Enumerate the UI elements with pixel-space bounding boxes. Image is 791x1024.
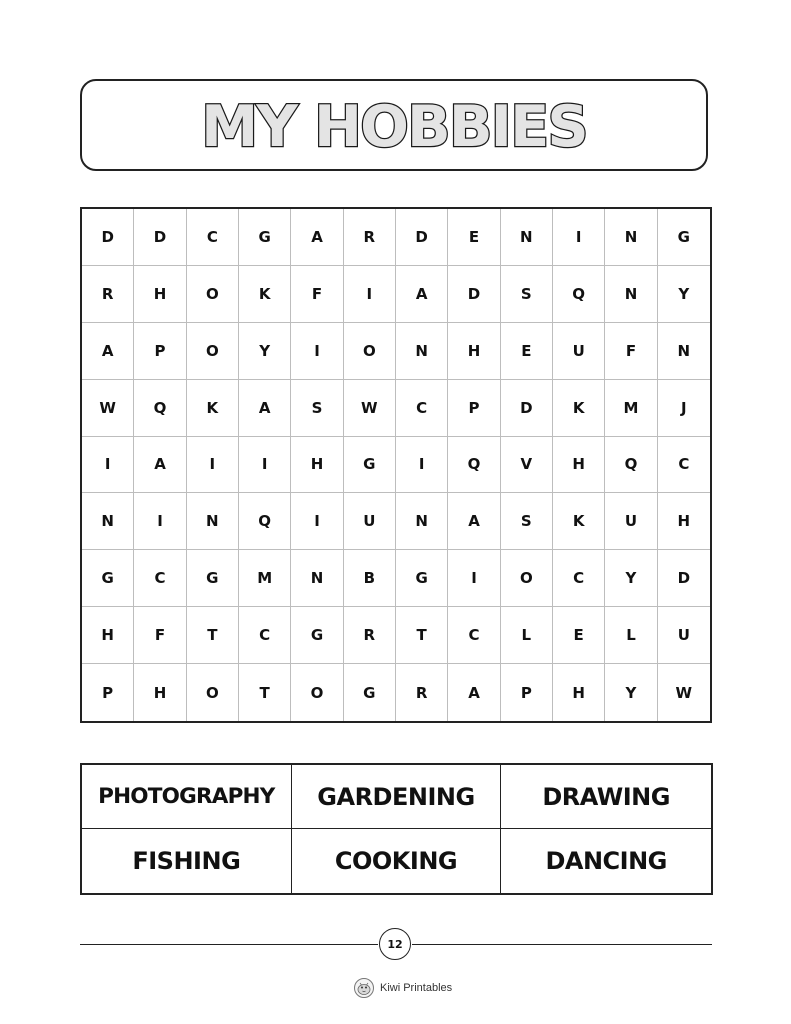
grid-cell: Q bbox=[605, 437, 657, 494]
grid-cell: G bbox=[344, 664, 396, 721]
grid-cell: A bbox=[134, 437, 186, 494]
grid-cell: C bbox=[187, 209, 239, 266]
grid-cell: R bbox=[344, 607, 396, 664]
grid-cell: G bbox=[239, 209, 291, 266]
grid-cell: K bbox=[553, 493, 605, 550]
grid-cell: I bbox=[239, 437, 291, 494]
grid-cell: Q bbox=[134, 380, 186, 437]
grid-cell: Q bbox=[239, 493, 291, 550]
grid-cell: S bbox=[501, 493, 553, 550]
grid-cell: I bbox=[448, 550, 500, 607]
grid-cell: G bbox=[291, 607, 343, 664]
grid-cell: U bbox=[344, 493, 396, 550]
grid-cell: A bbox=[396, 266, 448, 323]
grid-cell: V bbox=[501, 437, 553, 494]
grid-cell: P bbox=[501, 664, 553, 721]
grid-cell: G bbox=[187, 550, 239, 607]
grid-cell: M bbox=[605, 380, 657, 437]
grid-cell: T bbox=[239, 664, 291, 721]
grid-cell: W bbox=[675, 683, 693, 702]
title-banner bbox=[80, 79, 708, 171]
grid-cell: M bbox=[239, 550, 291, 607]
grid-cell: O bbox=[187, 266, 239, 323]
grid-cell: A bbox=[448, 664, 500, 721]
grid-cell: R bbox=[82, 266, 134, 323]
grid-cell: Q bbox=[448, 437, 500, 494]
word-drawing: DRAWING bbox=[501, 765, 711, 829]
grid-cell: F bbox=[605, 323, 657, 380]
grid-cell: A bbox=[291, 209, 343, 266]
grid-cell: E bbox=[501, 323, 553, 380]
grid-cell: Q bbox=[553, 266, 605, 323]
grid-cell: Y bbox=[605, 664, 657, 721]
grid-cell: D bbox=[501, 380, 553, 437]
grid-cell: A bbox=[239, 380, 291, 437]
grid-cell: P bbox=[82, 664, 134, 721]
grid-cell: E bbox=[553, 607, 605, 664]
grid-cell: J bbox=[658, 380, 710, 437]
grid-cell: B bbox=[344, 550, 396, 607]
grid-cell: H bbox=[291, 437, 343, 494]
grid-cell: H bbox=[448, 323, 500, 380]
grid-cell: K bbox=[553, 380, 605, 437]
grid-cell: D bbox=[134, 209, 186, 266]
grid-cell: L bbox=[501, 607, 553, 664]
page-title: MY HOBBIES bbox=[201, 93, 587, 161]
grid-cell: H bbox=[553, 664, 605, 721]
grid-cell: N bbox=[605, 266, 657, 323]
grid-cell: U bbox=[553, 323, 605, 380]
grid-cell: N bbox=[605, 209, 657, 266]
grid-cell: N bbox=[187, 493, 239, 550]
grid-cell: S bbox=[501, 266, 553, 323]
grid-cell: C bbox=[396, 380, 448, 437]
grid-cell: N bbox=[291, 550, 343, 607]
grid-cell: Y bbox=[658, 266, 710, 323]
brand-name: Kiwi Printables bbox=[380, 982, 453, 994]
grid-cell: H bbox=[658, 493, 710, 550]
word-fishing: FISHING bbox=[82, 829, 292, 893]
grid-cell: C bbox=[239, 607, 291, 664]
grid-cell: O bbox=[344, 323, 396, 380]
grid-cell: G bbox=[658, 209, 710, 266]
page-number: 12 bbox=[379, 928, 411, 960]
grid-cell: H bbox=[134, 664, 186, 721]
grid-cell: D bbox=[396, 209, 448, 266]
grid-cell: Y bbox=[239, 323, 291, 380]
grid-cell: T bbox=[187, 607, 239, 664]
grid-cell: C bbox=[553, 550, 605, 607]
grid-cell: E bbox=[448, 209, 500, 266]
grid-cell: F bbox=[134, 607, 186, 664]
grid-cell: S bbox=[291, 380, 343, 437]
grid-cell: O bbox=[291, 664, 343, 721]
grid-cell: C bbox=[134, 550, 186, 607]
grid-cell: H bbox=[134, 266, 186, 323]
grid-cell: I bbox=[344, 266, 396, 323]
grid-cell: Y bbox=[605, 550, 657, 607]
grid-cell: G bbox=[344, 437, 396, 494]
grid-cell: I bbox=[291, 493, 343, 550]
grid-cell: R bbox=[344, 209, 396, 266]
grid-cell: P bbox=[448, 380, 500, 437]
grid-cell: C bbox=[448, 607, 500, 664]
grid-cell: D bbox=[82, 209, 134, 266]
grid-cell: F bbox=[291, 266, 343, 323]
grid-cell: I bbox=[291, 323, 343, 380]
grid-cell: N bbox=[501, 209, 553, 266]
word-list bbox=[80, 763, 713, 895]
grid-cell: H bbox=[82, 607, 134, 664]
grid-cell: G bbox=[82, 550, 134, 607]
grid-cell: H bbox=[553, 437, 605, 494]
grid-cell: K bbox=[239, 266, 291, 323]
grid-cell: O bbox=[501, 550, 553, 607]
grid-cell: D bbox=[658, 550, 710, 607]
footer-divider-right bbox=[412, 944, 712, 945]
word-cooking: COOKING bbox=[292, 829, 502, 893]
grid-cell: A bbox=[448, 493, 500, 550]
grid-cell: K bbox=[187, 380, 239, 437]
grid-cell: I bbox=[187, 437, 239, 494]
grid-cell: U bbox=[605, 493, 657, 550]
grid-cell: P bbox=[134, 323, 186, 380]
grid-cell: N bbox=[396, 323, 448, 380]
grid-cell: I bbox=[396, 437, 448, 494]
grid-cell: C bbox=[658, 437, 710, 494]
grid-cell: I bbox=[134, 493, 186, 550]
grid-cell: W bbox=[344, 380, 396, 437]
grid-cell: O bbox=[187, 664, 239, 721]
grid-cell: D bbox=[448, 266, 500, 323]
footer-divider-left bbox=[80, 944, 378, 945]
grid-cell: N bbox=[396, 493, 448, 550]
word-search-grid bbox=[80, 207, 712, 723]
word-photography: PHOTOGRAPHY bbox=[82, 765, 292, 829]
grid-cell: A bbox=[82, 323, 134, 380]
word-dancing: DANCING bbox=[545, 847, 667, 875]
grid-cell: G bbox=[396, 550, 448, 607]
brand-footer bbox=[353, 977, 452, 999]
grid-cell: W bbox=[82, 380, 134, 437]
grid-cell: T bbox=[396, 607, 448, 664]
grid-cell: R bbox=[396, 664, 448, 721]
word-gardening: GARDENING bbox=[292, 765, 502, 829]
grid-cell: O bbox=[187, 323, 239, 380]
grid-cell: L bbox=[605, 607, 657, 664]
grid-cell: I bbox=[553, 209, 605, 266]
grid-cell: U bbox=[658, 607, 710, 664]
kiwi-logo-icon bbox=[353, 977, 375, 999]
grid-cell: I bbox=[82, 437, 134, 494]
grid-cell: N bbox=[658, 323, 710, 380]
grid-cell: N bbox=[82, 493, 134, 550]
page-title-graphic bbox=[82, 81, 706, 169]
